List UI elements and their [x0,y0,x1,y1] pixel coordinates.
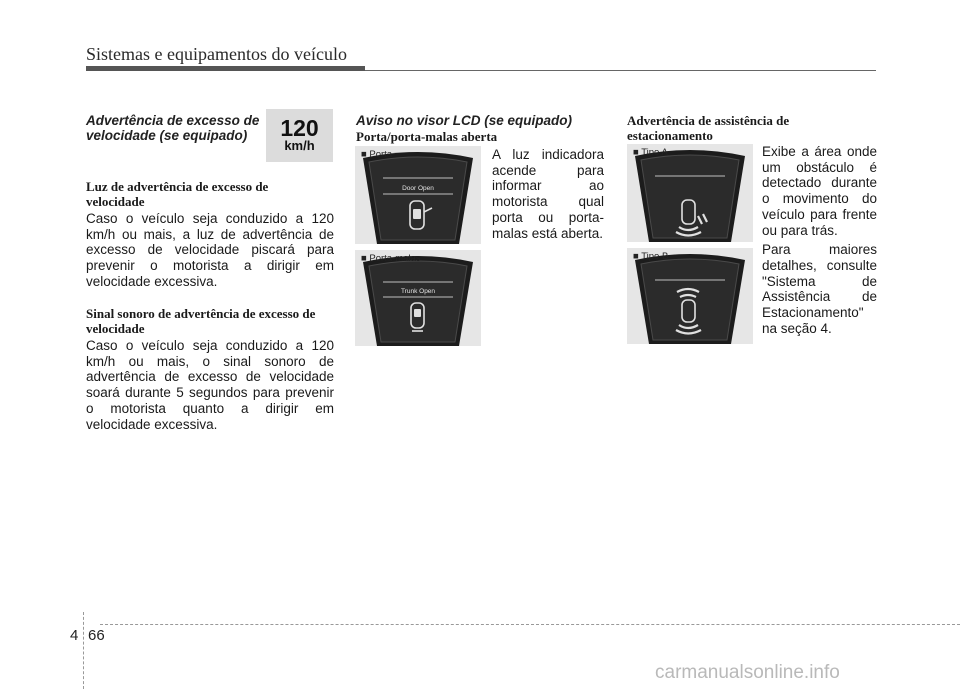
text-line: detalhes, consulte [762,257,877,273]
text-line: motorista qual [492,194,604,210]
overspeed-chime-subtitle [86,306,346,336]
footer-vertical-rule [83,612,84,689]
door-open-panel [355,146,481,244]
text-line: veículo para frente [762,206,877,222]
text-line: velocidade excessiva. [86,416,218,432]
subtitle-line: velocidade [86,321,145,336]
overspeed-section-title [86,113,259,143]
text-line: na seção 4. [762,320,832,336]
overspeed-chime-text [86,338,334,432]
text-line: soará durante 5 segundos para prevenir [86,385,334,401]
text-line: velocidade excessiva. [86,273,218,289]
text-line: advertência de excesso de velocidade [86,369,334,385]
text-line: acende para [492,162,604,178]
overspeed-title-line2: velocidade (se equipado) [86,128,248,143]
type-a-label: ■ Tipo A [633,147,668,158]
text-line: excesso de velocidade piscará para [86,242,334,258]
subtitle-line: Advertência de assistência de [627,113,790,128]
door-panel-label: ■ Porta [361,149,393,160]
text-line: Caso o veículo seja conduzido a 120 [86,338,334,353]
parking-type-a-panel [627,144,753,242]
door-open-text [492,147,604,241]
subtitle-line: Luz de advertência de excesso de [86,179,269,194]
overspeed-badge [266,109,333,162]
trunk-open-display-text: Trunk Open [400,288,436,295]
page-header-title: Sistemas e equipamentos do veículo [86,44,347,64]
text-line: o movimento do [762,191,877,207]
parking-assist-subtitle [627,113,877,143]
text-line: porta ou porta- [492,209,604,225]
chapter-number: 4 [70,627,79,644]
footer-rule [100,624,960,625]
text-line: informar ao [492,178,604,194]
page-number: 66 [88,627,105,644]
badge-value: 120 [280,115,319,141]
header-bar [86,66,365,71]
text-line: ou para trás. [762,222,838,238]
type-b-label: ■ Tipo B [633,251,669,262]
header-rule [365,70,876,71]
lcd-section-title: Aviso no visor LCD (se equipado) [356,113,573,128]
overspeed-light-text [86,211,334,290]
text-line: Estacionamento" [762,305,864,321]
text-line: "Sistema de [762,273,877,289]
text-line: km/h ou mais, o sinal sonoro de [86,353,334,369]
trunk-open-panel [355,250,481,346]
door-open-subtitle: Porta/porta-malas aberta [356,129,498,144]
text-line: um obstáculo é [762,159,877,175]
parking-assist-text [762,144,877,336]
text-line: Caso o veículo seja conduzido a 120 [86,211,334,226]
parking-type-b-panel [627,248,753,344]
watermark: carmanualsonline.info [655,662,840,683]
text-line: km/h ou mais, a luz de advertência de [86,226,334,242]
subtitle-line: Sinal sonoro de advertência de excesso de [86,306,316,321]
subtitle-line: estacionamento [627,128,713,143]
subtitle-line: velocidade [86,194,145,209]
text-line: A luz indicadora [492,147,604,162]
text-line: detectado durante [762,175,877,191]
overspeed-light-subtitle [86,179,336,209]
text-line: prevenir o motorista a dirigir em [86,258,334,274]
text-line: Assistência de [762,289,877,305]
overspeed-title-line1: Advertência de excesso de [86,113,260,128]
door-open-display-text: Door Open [402,185,434,192]
text-line: Para maiores [762,242,877,258]
text-line: o motorista quanto a dirigir em [86,400,334,416]
text-line: malas está aberta. [492,225,604,241]
text-line: Exibe a área onde [762,144,877,159]
trunk-panel-label: ■ Porta-malas [361,253,421,264]
badge-unit: km/h [284,138,315,153]
